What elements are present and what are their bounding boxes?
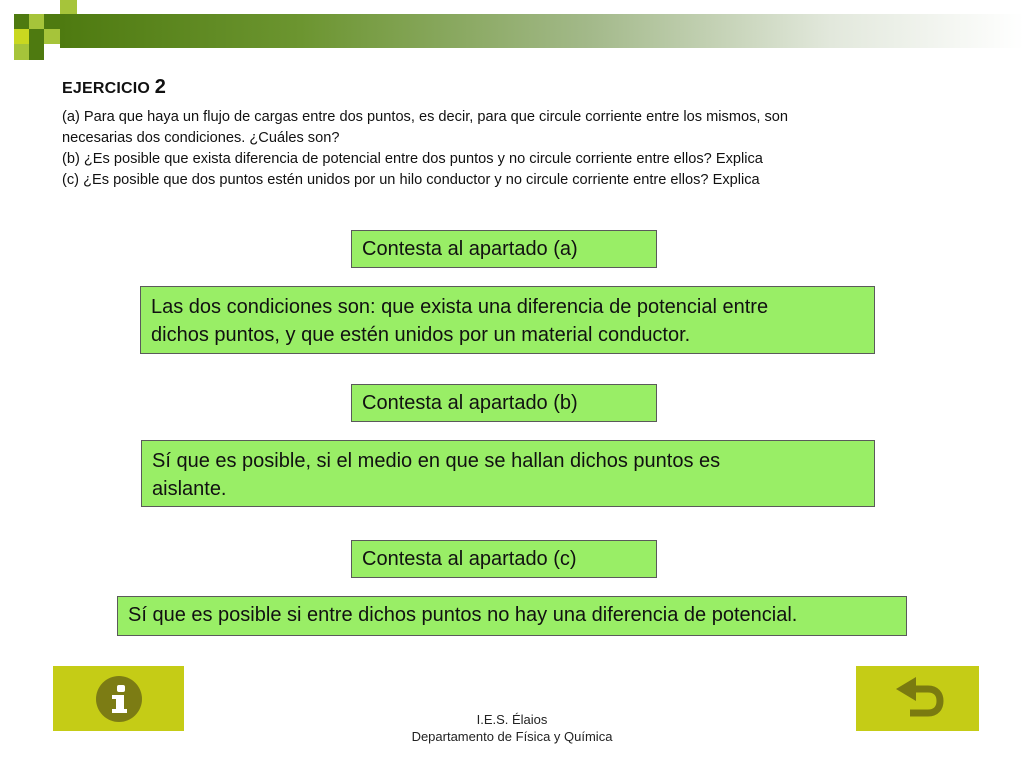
decor-square (60, 0, 77, 14)
answer-a-box (140, 286, 875, 354)
question-b-button[interactable] (351, 384, 657, 422)
exercise-statement (62, 107, 942, 191)
answer-b-box (141, 440, 875, 507)
decor-square (29, 29, 44, 44)
footer-school: I.E.S. Élaios (476, 712, 548, 727)
question-c-button[interactable] (351, 540, 657, 578)
exercise-title-prefix: EJERCICIO (62, 80, 151, 97)
decor-square (14, 14, 29, 29)
footer-department: Departamento de Física y Química (411, 729, 613, 744)
question-b-label: Contesta al apartado (b) (362, 392, 578, 414)
answer-line: Las dos condiciones son: que exista una diferencia de potencial entre (151, 296, 769, 318)
answer-line: aislante. (152, 478, 227, 500)
footer (300, 711, 724, 745)
answer-line: Sí que es posible, si el medio en que se hallan dichos puntos es (152, 450, 721, 472)
answer-line: Sí que es posible si entre dichos puntos no hay una diferencia de potencial. (128, 604, 798, 626)
exercise-title (62, 76, 166, 99)
return-arrow-icon (892, 675, 944, 723)
statement-line: necesarias dos condiciones. ¿Cuáles son? (62, 130, 340, 146)
statement-line: (a) Para que haya un flujo de cargas entre dos puntos, es decir, para que circule corriente entre los mismos, son (62, 109, 789, 125)
question-c-label: Contesta al apartado (c) (362, 548, 577, 570)
statement-line: (b) ¿Es posible que exista diferencia de potencial entre dos puntos y no circule corriente entre ellos? Explica (62, 151, 763, 167)
decor-square (14, 44, 29, 60)
info-icon (94, 674, 144, 724)
decor-square (29, 14, 44, 29)
question-a-button[interactable] (351, 230, 657, 268)
header-gradient-band (60, 14, 1024, 48)
statement-line: (c) ¿Es posible que dos puntos estén unidos por un hilo conductor y no circule corriente entre ellos? Explica (62, 172, 760, 188)
decor-square (14, 29, 29, 44)
question-a-label: Contesta al apartado (a) (362, 238, 578, 260)
answer-line: dichos puntos, y que estén unidos por un material conductor. (151, 324, 691, 346)
decor-square (29, 44, 44, 60)
answer-c-box (117, 596, 907, 636)
info-button[interactable] (53, 666, 184, 731)
return-button[interactable] (856, 666, 979, 731)
decor-square (44, 29, 60, 44)
decor-square (44, 14, 60, 29)
exercise-number: 2 (154, 76, 167, 98)
